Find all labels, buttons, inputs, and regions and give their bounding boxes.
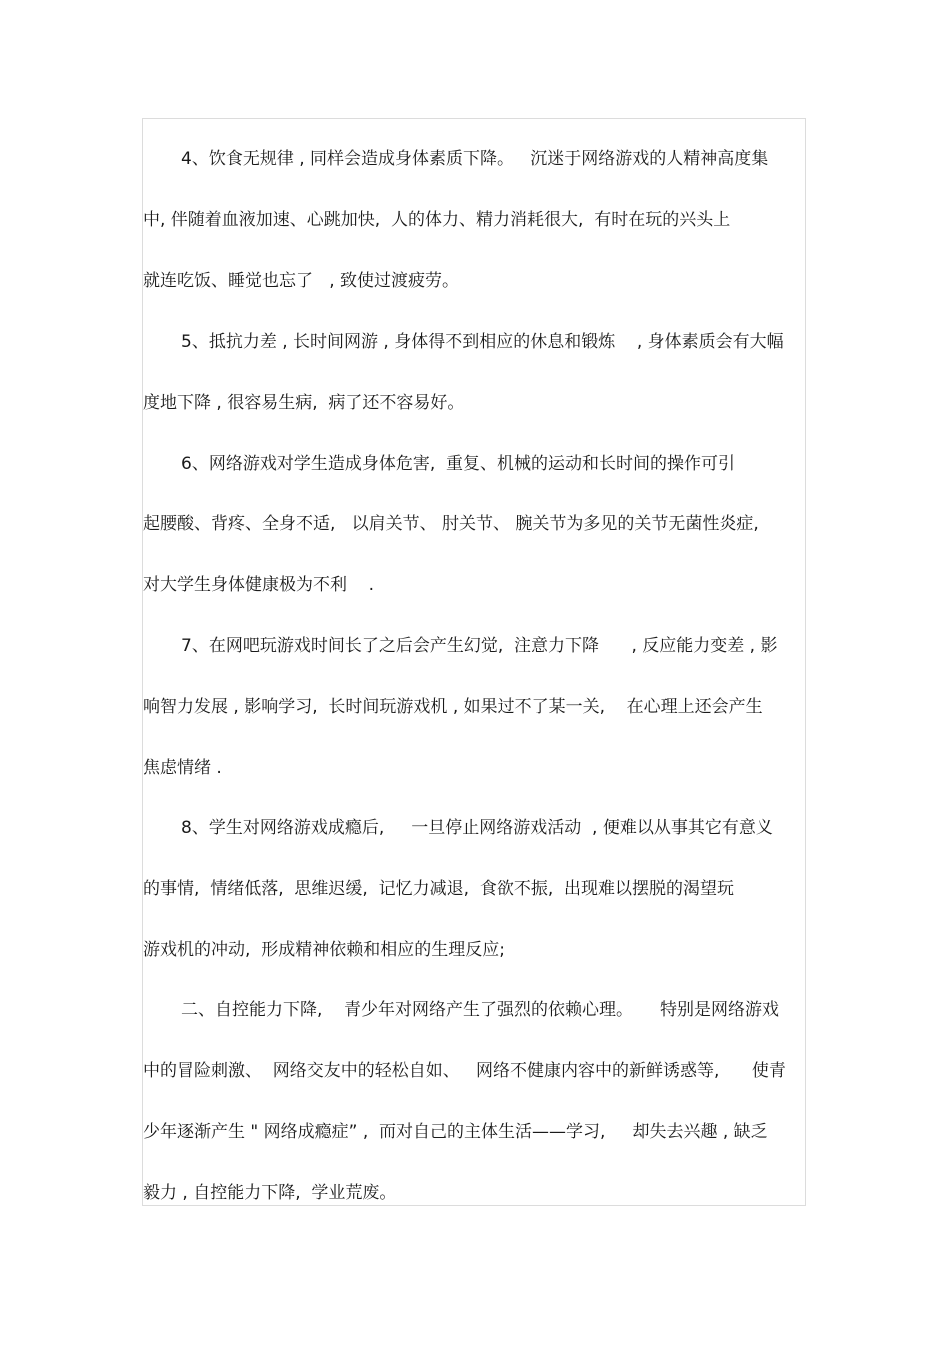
text-line: 对大学生身体健康极为不利 . xyxy=(143,575,375,595)
text-line: 二、自控能力下降, 青少年对网络产生了强烈的依赖心理。 特别是网络游戏 xyxy=(181,1000,780,1020)
text-line: 游戏机的冲动, 形成精神依赖和相应的生理反应; xyxy=(143,940,505,960)
text-line: 焦虑情绪 . xyxy=(143,758,222,778)
text-line: 度地下降 , 很容易生病, 病了还不容易好。 xyxy=(143,393,465,413)
text-line: 起腰酸、背疼、全身不适, 以肩关节、 肘关节、 腕关节为多见的关节无菌性炎症, xyxy=(143,514,759,534)
text-line: 5、抵抗力差 , 长时间网游 , 身体得不到相应的休息和锻炼 , 身体素质会有大幅 xyxy=(181,332,784,352)
text-line: 响智力发展 , 影响学习, 长时间玩游戏机 , 如果过不了某一关, 在心理上还会产生 xyxy=(143,697,763,717)
text-line: 8、学生对网络游戏成瘾后, 一旦停止网络游戏活动 , 便难以从事其它有意义 xyxy=(181,818,773,838)
text-line: 7、在网吧玩游戏时间长了之后会产生幻觉, 注意力下降 , 反应能力变差 , 影 xyxy=(181,636,778,656)
text-line: 中, 伴随着血液加速、心跳加快, 人的体力、精力消耗很大, 有时在玩的兴头上 xyxy=(143,210,731,230)
text-line: 毅力 , 自控能力下降, 学业荒废。 xyxy=(143,1183,397,1203)
text-line: 4、饮食无规律 , 同样会造成身体素质下降。 沉迷于网络游戏的人精神高度集 xyxy=(181,149,769,169)
text-line: 少年逐渐产生 " 网络成瘾症” , 而对自己的主体生活——学习, 却失去兴趣 , 缺乏 xyxy=(143,1122,768,1142)
text-line: 中的冒险刺激、 网络交友中的轻松自如、 网络不健康内容中的新鲜诱惑等, 使青 xyxy=(143,1061,786,1081)
text-line: 6、网络游戏对学生造成身体危害, 重复、机械的运动和长时间的操作可引 xyxy=(181,454,736,474)
text-line: 就连吃饭、睡觉也忘了 , 致使过渡疲劳。 xyxy=(143,271,460,291)
text-line: 的事情, 情绪低落, 思维迟缓, 记忆力减退, 食欲不振, 出现难以摆脱的渴望玩 xyxy=(143,879,735,899)
